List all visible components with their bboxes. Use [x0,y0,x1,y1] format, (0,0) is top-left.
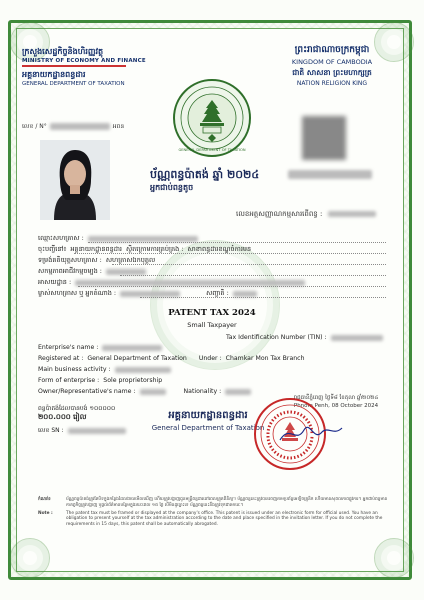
ministry-en-name: MINISTRY OF ECONOMY AND FINANCE [22,58,146,64]
dotted-rule [74,253,386,254]
issuer-kh-name: អគ្គនាយកដ្ឋានពន្ធដារ [168,410,248,421]
en-activity-label: Main business activity : [38,366,111,373]
kh-tin-redacted [328,211,376,217]
certificate-id-redacted [288,170,372,179]
en-enterprise-redacted [102,345,162,351]
kh-under-value: សាខាពន្ធដារខណ្ឌចំការមន [187,245,252,253]
note-en [38,511,388,528]
en-owner-label: Owner/Representative's name : [38,388,136,395]
kh-address-label: អាសយដ្ឋាន : [38,278,72,286]
kh-enterprise-label: ឈ្មោះសហគ្រាស : [38,234,84,242]
en-enterprise-label: Enterprise's name : [38,344,99,351]
dotted-rule [88,242,386,243]
patent-tax-title: PATENT TAX 2024 [168,308,256,318]
certificate-kh-subtitle: អ្នកជាប់ពន្ធតូច [150,183,194,192]
kh-nationality-label: សញ្ជាតិ : [206,289,229,297]
issue-date-kh: រាជធានីភ្នំពេញ ថ្ងៃទី៨ ខែតុលា ឆ្នាំ២០២៤ [293,395,379,401]
en-nationality-redacted [225,389,251,395]
ministry-header [22,46,162,87]
fee-label: ពន្ធប៉ាតង់ដែលបានបង់ ១០០​០០០ [38,405,116,412]
corner-rosette-bottom-left [10,538,50,578]
en-tin-label: Tax Identification Number (TIN) : [226,334,327,341]
en-form-value: Sole proprietorship [103,377,163,384]
en-field-activity [38,366,171,373]
en-activity-redacted [115,367,171,373]
dotted-rule [112,264,386,265]
patent-fee [38,404,115,422]
serial-redacted [50,123,110,130]
emblem-text: GENERAL DEPARTMENT OF TAXATION [178,148,246,152]
kh-form-value: សហគ្រាសឯកបុគ្គល [105,256,156,264]
serial-suffix: អពន [112,123,125,130]
issuer-en-name: General Department of Taxation [151,424,265,432]
note-kh-text: ប័ណ្ណពន្ធប៉ាតង់ត្រូវតែបិទក្នុងកន្លែងដែលងាយមើលឃើញ ហើយត្រូវបង្ហាញជូនមន្ត្រីពន្ធដារនៅពេលត្រួតពិនិត្យ។ ប័ណ្ណពន្ធនេះត្រូវបានចេញតាមប្រព័ន្ធអេឡិចត្រូនិក ហើយមានសុពលភាពផ្លូវការ។ អ្នកជាប់ពន្ធមានកាតព្វកិច្ចត្រូវបង្ហាញ ឬផ្តល់ព័ត៌មានបន្ថែមក្នុងរយៈពេល ១៥ ថ្ងៃ បើមិនដូច្នោះទេ ប័ណ្ណពន្ធនេះនឹងត្រូវទុកជាមោឃៈ។ [66,497,388,508]
kingdom-en-motto: NATION RELIGION KING [296,80,368,87]
fee-amount: ២០០.០០០ រៀល [38,413,87,421]
kh-tin-label: លេខអត្តសញ្ញាណកម្មសារពើពន្ធ : [236,210,323,218]
note-en-label: Note : [38,510,53,516]
serial-label: លេខ / N° [22,123,47,130]
kingdom-kh-motto: ជាតិ សាសនា ព្រះមហាក្សត្រ [292,68,372,77]
department-en-name: GENERAL DEPARTMENT OF TAXATION [22,81,125,87]
qr-code-redacted [302,116,346,160]
department-kh-name: អគ្គនាយកដ្ឋានពន្ធដារ [22,70,86,79]
issue-date-en: Phnom Penh, 08 October 2024 [293,403,379,409]
note-kh-label: កំណត់៖ [38,497,51,502]
kh-registered-value: អគ្គនាយកដ្ឋានពន្ធដារ [70,245,122,253]
en-form-label: Form of enterprise : [38,377,100,384]
note-kh [38,497,388,509]
dotted-rule [140,297,386,298]
sn-redacted [68,428,126,434]
en-field-tin [226,334,383,341]
en-tin-redacted [331,335,383,341]
en-registered-label: Registered at : [38,355,84,362]
sn-number [38,426,126,435]
kh-activity-label: សកម្មភាពអាជីវកម្មចម្បង : [38,267,102,275]
serial-number [22,122,124,131]
watermark-rosette [150,240,280,370]
tax-department-emblem [172,78,252,158]
en-under-value: Chamkar Mon Tax Branch [225,355,305,362]
issuing-authority [148,408,268,432]
small-taxpayer-subtitle: Small Taxpayer [187,321,237,329]
kingdom-kh-name: ព្រះរាជាណាចក្រកម្ពុជា [294,45,370,55]
kh-registered-label: ចុះបញ្ជីនៅ៖ [38,245,67,253]
certificate-kh-title: ប័ណ្ណពន្ធប៉ាតង់ ឆ្នាំ ២០២៤ [150,168,260,181]
dotted-rule [120,275,386,276]
ministry-kh-name: ក្រសួងសេដ្ឋកិច្ចនិងហិរញ្ញវត្ថុ [22,47,104,56]
ministry-divider [22,65,126,67]
kh-form-label: ទម្រង់គតិយុត្តសហគ្រាស : [38,256,102,264]
signature [276,418,346,448]
en-field-registered-at [38,355,305,362]
footer-notes [38,497,388,530]
en-nationality-label: Nationality : [183,388,222,395]
en-under-label: Under : [198,355,222,362]
en-registered-value: General Department of Taxation [87,355,187,362]
sn-label: លេខ SN : [38,427,64,434]
en-field-enterprise-name [38,344,162,351]
en-field-owner [38,388,251,395]
en-field-form [38,377,162,384]
kingdom-en-name: KINGDOM OF CAMBODIA [291,58,373,66]
owner-photo-image [40,140,110,220]
owner-photo [40,140,110,220]
note-en-text: The patent tax must be framed or displayed at the company's office. This patent is issued under an electronic form for official used. You have an obligation to present yourself at the tax administration according to the date and place specified in the invitation letter. If you do not complete the requirements in 15 days, this patent shall be automatically abrogated. [66,510,383,528]
dotted-rule [78,286,386,287]
kingdom-header [262,44,402,87]
en-owner-redacted [140,389,166,395]
kh-under-label: ស្ថិតក្រោមការគ្រប់គ្រង : [125,245,184,253]
kh-owner-label: ម្ចាស់សហគ្រាស ឬ អ្នកតំណាង : [38,289,117,297]
corner-rosette-bottom-right [374,538,414,578]
